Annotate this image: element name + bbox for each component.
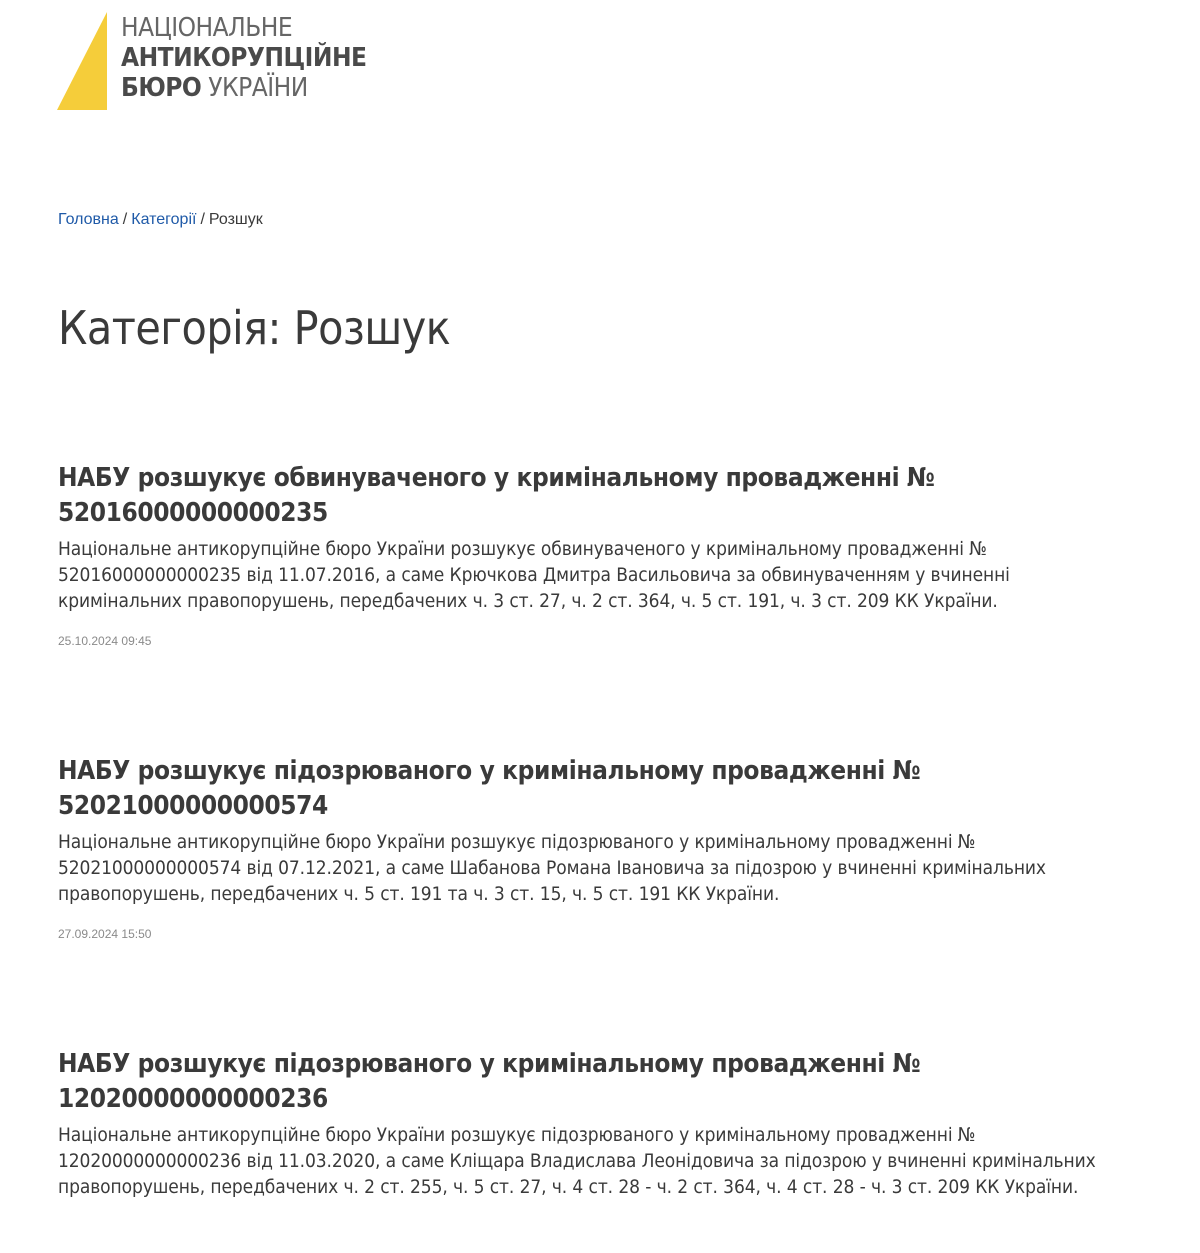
- breadcrumb-home-link[interactable]: Головна: [58, 211, 119, 228]
- article-excerpt: Національне антикорупційне бюро України розшукує підозрюваного у кримінальному провадженні № 52021000000000574 від 07.12.2021, а саме Шабанова Романа Івановича за підозрою у вчиненні кримінальних правопорушень, передбачених ч. 5 ст. 191 та ч. 3 ст. 15, ч. 5 ст. 191 КК України.: [58, 831, 1046, 905]
- article-title-link[interactable]: НАБУ розшукує підозрюваного у кримінальному провадженні № 12020000000000236: [58, 1049, 921, 1114]
- logo-line-1: НАЦІОНАЛЬНЕ: [121, 13, 293, 43]
- nabu-logo-mark-icon: [57, 12, 107, 110]
- logo-wordmark: [121, 12, 367, 103]
- logo-yellow-triangle: [57, 12, 107, 110]
- breadcrumb-categories-link[interactable]: Категорії: [131, 211, 197, 228]
- logo-line-3: [121, 73, 367, 103]
- breadcrumb-separator: /: [200, 211, 205, 228]
- breadcrumb-separator: /: [122, 211, 128, 228]
- article-date: 25.10.2024 09:45: [58, 634, 152, 648]
- article-date: 27.09.2024 15:50: [58, 927, 152, 941]
- site-logo-link[interactable]: [57, 12, 367, 110]
- logo-line-3-light: УКРАЇНИ: [208, 73, 308, 103]
- logo-line-3-strong: БЮРО: [121, 73, 202, 103]
- article-item: [58, 461, 1118, 649]
- article-title-link[interactable]: НАБУ розшукує обвинуваченого у кримінальному провадженні № 52016000000000235: [58, 463, 935, 528]
- article-title-link[interactable]: НАБУ розшукує підозрюваного у кримінальному провадженні № 52021000000000574: [58, 756, 921, 821]
- article-excerpt: Національне антикорупційне бюро України розшукує обвинуваченого у кримінальному провадженні № 52016000000000235 від 11.07.2016, а саме Крючкова Дмитра Васильовича за обвинуваченням у вчиненні кримінальних правопорушень, передбачених ч. 3 ст. 27, ч. 2 ст. 364, ч. 5 ст. 191, ч. 3 ст. 209 КК України.: [58, 538, 1010, 612]
- breadcrumb-current: Розшук: [208, 211, 263, 228]
- article-excerpt: Національне антикорупційне бюро України розшукує підозрюваного у кримінальному провадженні № 12020000000000236 від 11.03.2020, а саме Кліщара Владислава Леонідовича за підозрою у вчиненні кримінальних правопорушень, передбачених ч. 2 ст. 255, ч. 5 ст. 27, ч. 4 ст. 28 - ч. 2 ст. 364, ч. 4 ст. 28 - ч. 3 ст. 209 КК України.: [58, 1124, 1096, 1198]
- article-item: [58, 1047, 1118, 1200]
- article-item: [58, 754, 1118, 942]
- page-title: Категорія: Розшук: [58, 301, 451, 355]
- logo-line-2: АНТИКОРУПЦІЙНЕ: [121, 43, 367, 73]
- breadcrumb: [58, 210, 263, 230]
